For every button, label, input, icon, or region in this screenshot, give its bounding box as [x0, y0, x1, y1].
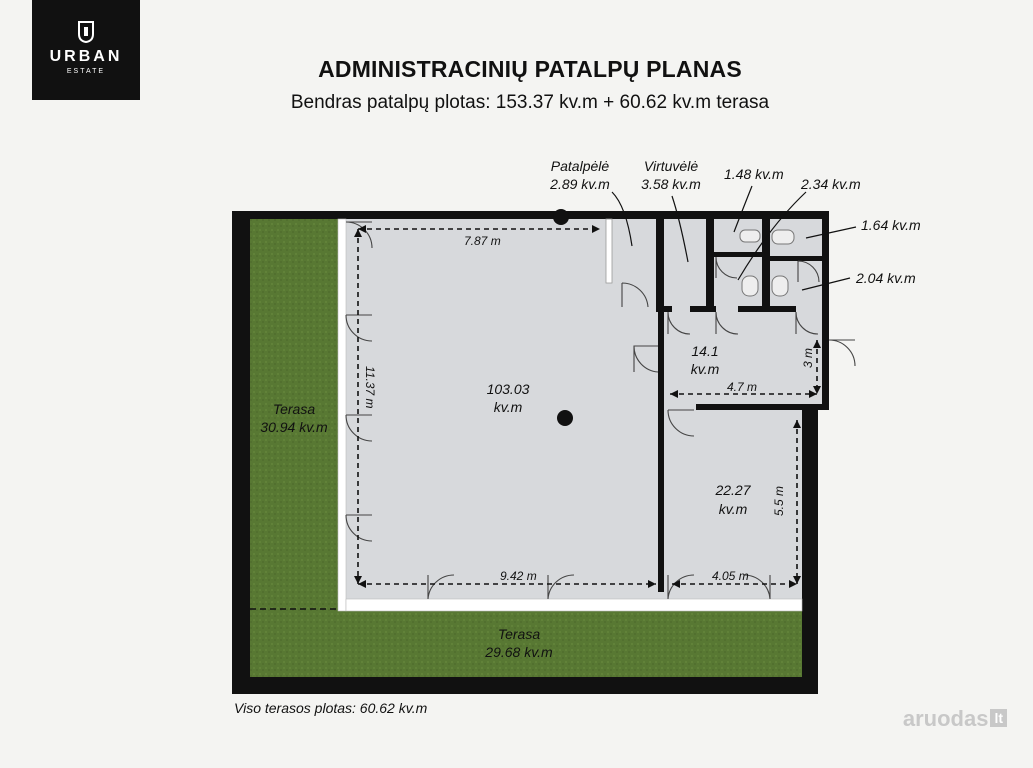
- glazing-left: [338, 219, 346, 611]
- room22-unit: kv.m: [718, 501, 748, 517]
- plan-subtitle: Bendras patalpų plotas: 153.37 kv.m + 60.62 kv.m terasa: [290, 92, 770, 113]
- wall-room14-bottom: [696, 404, 822, 410]
- wall-service-bottom-c: [738, 306, 796, 312]
- terrace-bottom-area: 29.68 kv.m: [485, 644, 553, 660]
- kitchen-area: 3.58 kv.m: [641, 176, 701, 192]
- plan-title: ADMINISTRACINIŲ PATALPŲ PLANAS: [318, 56, 742, 82]
- column-center: [557, 410, 573, 426]
- logo-subtitle: ESTATE: [66, 68, 106, 75]
- outer-wall-bottom: [232, 677, 818, 694]
- room14-area: 14.1: [691, 343, 719, 359]
- wc2-area: 2.34 kv.m: [801, 176, 861, 192]
- main-room-unit: kv.m: [493, 399, 523, 415]
- terrace-right-wall: [802, 408, 818, 694]
- wall-wc-divider-2: [770, 256, 822, 261]
- wc1-area: 1.48 kv.m: [724, 166, 784, 182]
- logo-brand: URBAN: [49, 48, 123, 65]
- storage-area: 2.89 kv.m: [550, 176, 610, 192]
- dim-room22-width: 4.05 m: [712, 569, 749, 583]
- wall-service-right: [822, 211, 829, 410]
- wall-service-bottom-b: [690, 306, 716, 312]
- footer-terrace-total: Viso terasos plotas: 60.62 kv.m: [234, 700, 428, 716]
- terrace-left-area: 30.94 kv.m: [260, 419, 328, 435]
- dim-main-length: 11.37 m: [363, 366, 377, 409]
- kitchen-name: Virtuvėlė: [643, 158, 699, 174]
- watermark-suffix: lt: [990, 709, 1007, 727]
- wc3-area: 1.64 kv.m: [861, 217, 921, 233]
- dim-room22-depth: 5.5 m: [772, 485, 786, 516]
- wc4-area: 2.04 kv.m: [856, 270, 916, 286]
- glazing-bottom: [346, 599, 802, 611]
- wc-toilet: [772, 276, 788, 296]
- wall-storage-left: [606, 219, 612, 283]
- wall-service-bottom-a: [664, 306, 672, 312]
- dim-main-width: 7.87 m: [464, 234, 501, 248]
- dim-room14-width: 4.7 m: [727, 380, 758, 394]
- watermark-text: aruodas: [902, 706, 989, 731]
- terrace-left-name: Terasa: [272, 401, 316, 417]
- room22-area: 22.27: [715, 482, 751, 498]
- dim-main-bottom: 9.42 m: [500, 569, 537, 583]
- wall-storage-right: [656, 219, 664, 312]
- terrace-bottom-name: Terasa: [497, 626, 541, 642]
- column-top: [553, 209, 569, 225]
- outer-wall-left: [232, 211, 250, 694]
- wc-sink: [772, 230, 794, 244]
- wall-main-right: [658, 312, 664, 592]
- wc-toilet-2: [742, 276, 758, 296]
- wc-sink-2: [740, 230, 760, 242]
- aruodas-watermark: [903, 706, 1007, 732]
- storage-name: Patalpėlė: [550, 158, 610, 174]
- main-room-area: 103.03: [486, 381, 530, 397]
- wall-kitchen-right: [706, 219, 714, 312]
- room14-unit: kv.m: [690, 361, 720, 377]
- dim-room14-depth: 3 m: [801, 347, 815, 368]
